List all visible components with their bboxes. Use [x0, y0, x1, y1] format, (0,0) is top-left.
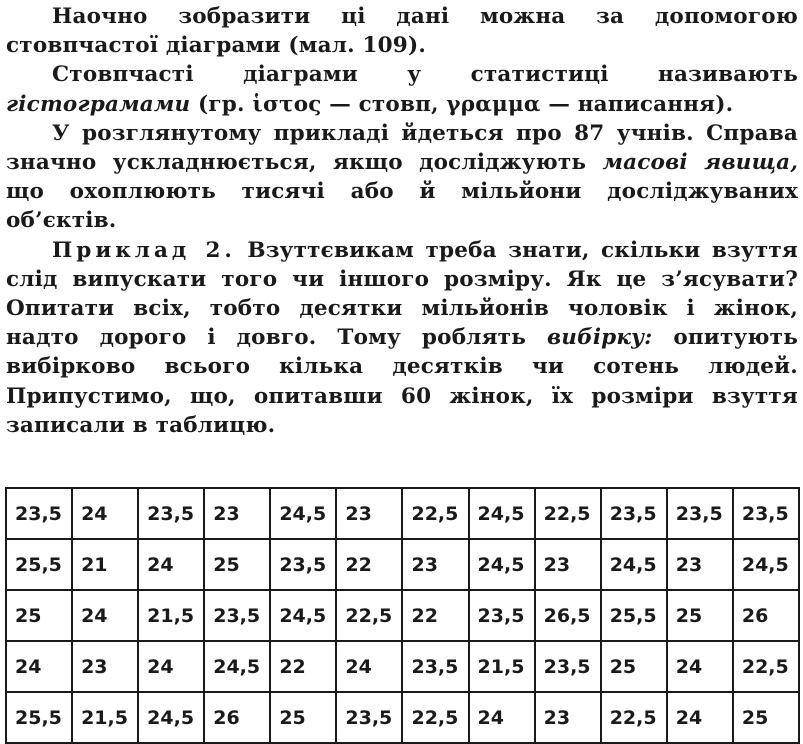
- table-cell: 25: [667, 590, 733, 641]
- table-cell: 24: [6, 641, 72, 692]
- table-cell: 21: [72, 539, 138, 590]
- table-cell: 23,5: [667, 488, 733, 539]
- example-label: Приклад 2.: [52, 237, 236, 263]
- table-cell: 24,5: [138, 692, 204, 743]
- table-cell: 23: [535, 692, 601, 743]
- table-cell: 23: [72, 641, 138, 692]
- term-mass-phenomena: масові явища,: [602, 150, 799, 176]
- table-cell: 26,5: [535, 590, 601, 641]
- table-cell: 25: [601, 641, 667, 692]
- table-cell: 25: [204, 539, 270, 590]
- paragraph-2-text-b: (гр. ἱστος — стовп, γραμμα — написання).: [190, 91, 734, 117]
- table-body: [6, 488, 799, 743]
- table-cell: 24: [667, 641, 733, 692]
- shoe-size-table-container: [5, 487, 800, 732]
- table-cell: 24: [469, 692, 535, 743]
- table-cell: 24: [72, 488, 138, 539]
- table-cell: 25,5: [601, 590, 667, 641]
- table-cell: 23,5: [469, 590, 535, 641]
- paragraph-1-text: Наочно зобразити ці дані можна за допомогою стовпчастої діаграми (мал. 109).: [6, 4, 798, 59]
- table-cell: 25,5: [6, 692, 72, 743]
- table-cell: 23,5: [733, 488, 799, 539]
- paragraph-2: [6, 60, 798, 118]
- paragraph-4-text-a: Взуттєвикам треба знати, скільки взуття слід випускати того чи іншого розміру. Як це з’ясувати? Опитати всіх, тобто десятки мільйонів чоловік і жінок, надто дорого і довго. Тому роблять: [6, 237, 798, 351]
- paragraph-4: [6, 236, 798, 440]
- table-cell: 23: [535, 539, 601, 590]
- table-cell: 23,5: [601, 488, 667, 539]
- table-cell: 21,5: [72, 692, 138, 743]
- table-cell: 24,5: [270, 488, 336, 539]
- table-row: [6, 488, 799, 539]
- table-cell: 23: [336, 488, 402, 539]
- table-cell: 24,5: [204, 641, 270, 692]
- table-cell: 23,5: [270, 539, 336, 590]
- table-cell: 24: [336, 641, 402, 692]
- table-cell: 26: [733, 590, 799, 641]
- table-cell: 24,5: [601, 539, 667, 590]
- text-body: [6, 2, 798, 440]
- table-cell: 24,5: [469, 539, 535, 590]
- table-cell: 24: [138, 641, 204, 692]
- paragraph-1: [6, 2, 798, 60]
- term-histograms: гістограмами: [6, 91, 191, 117]
- table-cell: 22,5: [336, 590, 402, 641]
- table-cell: 22,5: [601, 692, 667, 743]
- table-row: [6, 692, 799, 743]
- paragraph-3-text-a: У розглянутому прикладі йдеться про 87 учнів. Справа значно ускладнюється, якщо досліджують: [6, 120, 798, 176]
- table-cell: 22,5: [733, 641, 799, 692]
- shoe-size-table: [5, 487, 800, 744]
- table-cell: 22: [270, 641, 336, 692]
- table-cell: 24: [72, 590, 138, 641]
- table-cell: 24: [667, 692, 733, 743]
- table-cell: 21,5: [138, 590, 204, 641]
- table-cell: 23,5: [336, 692, 402, 743]
- table-cell: 22: [336, 539, 402, 590]
- table-cell: 24: [138, 539, 204, 590]
- table-cell: 23,5: [6, 488, 72, 539]
- table-cell: 24,5: [469, 488, 535, 539]
- table-cell: 22: [402, 590, 468, 641]
- term-sample: вибірку:: [546, 325, 653, 351]
- paragraph-3: [6, 119, 798, 236]
- paragraph-3-text-b: що охоплюють тисячі або й мільйони досліджуваних об’єктів.: [6, 179, 798, 234]
- table-cell: 23,5: [204, 590, 270, 641]
- table-row: [6, 641, 799, 692]
- table-cell: 23: [402, 539, 468, 590]
- table-row: [6, 539, 799, 590]
- table-cell: 22,5: [402, 692, 468, 743]
- table-cell: 21,5: [469, 641, 535, 692]
- table-cell: 22,5: [535, 488, 601, 539]
- paragraph-2-text-a: Стовпчасті діаграми у статистиці називають: [52, 62, 798, 88]
- paragraph-4-text-b: опитують вибірково всього кілька десятків чи сотень людей. Припустимо, що, опитавши 60 жінок, їх розміри взуття записали в таблицю.: [6, 325, 798, 438]
- table-cell: 23,5: [138, 488, 204, 539]
- table-cell: 25: [733, 692, 799, 743]
- table-cell: 25: [270, 692, 336, 743]
- table-cell: 26: [204, 692, 270, 743]
- table-cell: 24,5: [733, 539, 799, 590]
- table-cell: 23: [667, 539, 733, 590]
- table-cell: 24,5: [270, 590, 336, 641]
- table-cell: 25,5: [6, 539, 72, 590]
- table-cell: 25: [6, 590, 72, 641]
- table-cell: 22,5: [402, 488, 468, 539]
- table-cell: 23,5: [402, 641, 468, 692]
- table-cell: 23,5: [535, 641, 601, 692]
- table-cell: 23: [204, 488, 270, 539]
- table-row: [6, 590, 799, 641]
